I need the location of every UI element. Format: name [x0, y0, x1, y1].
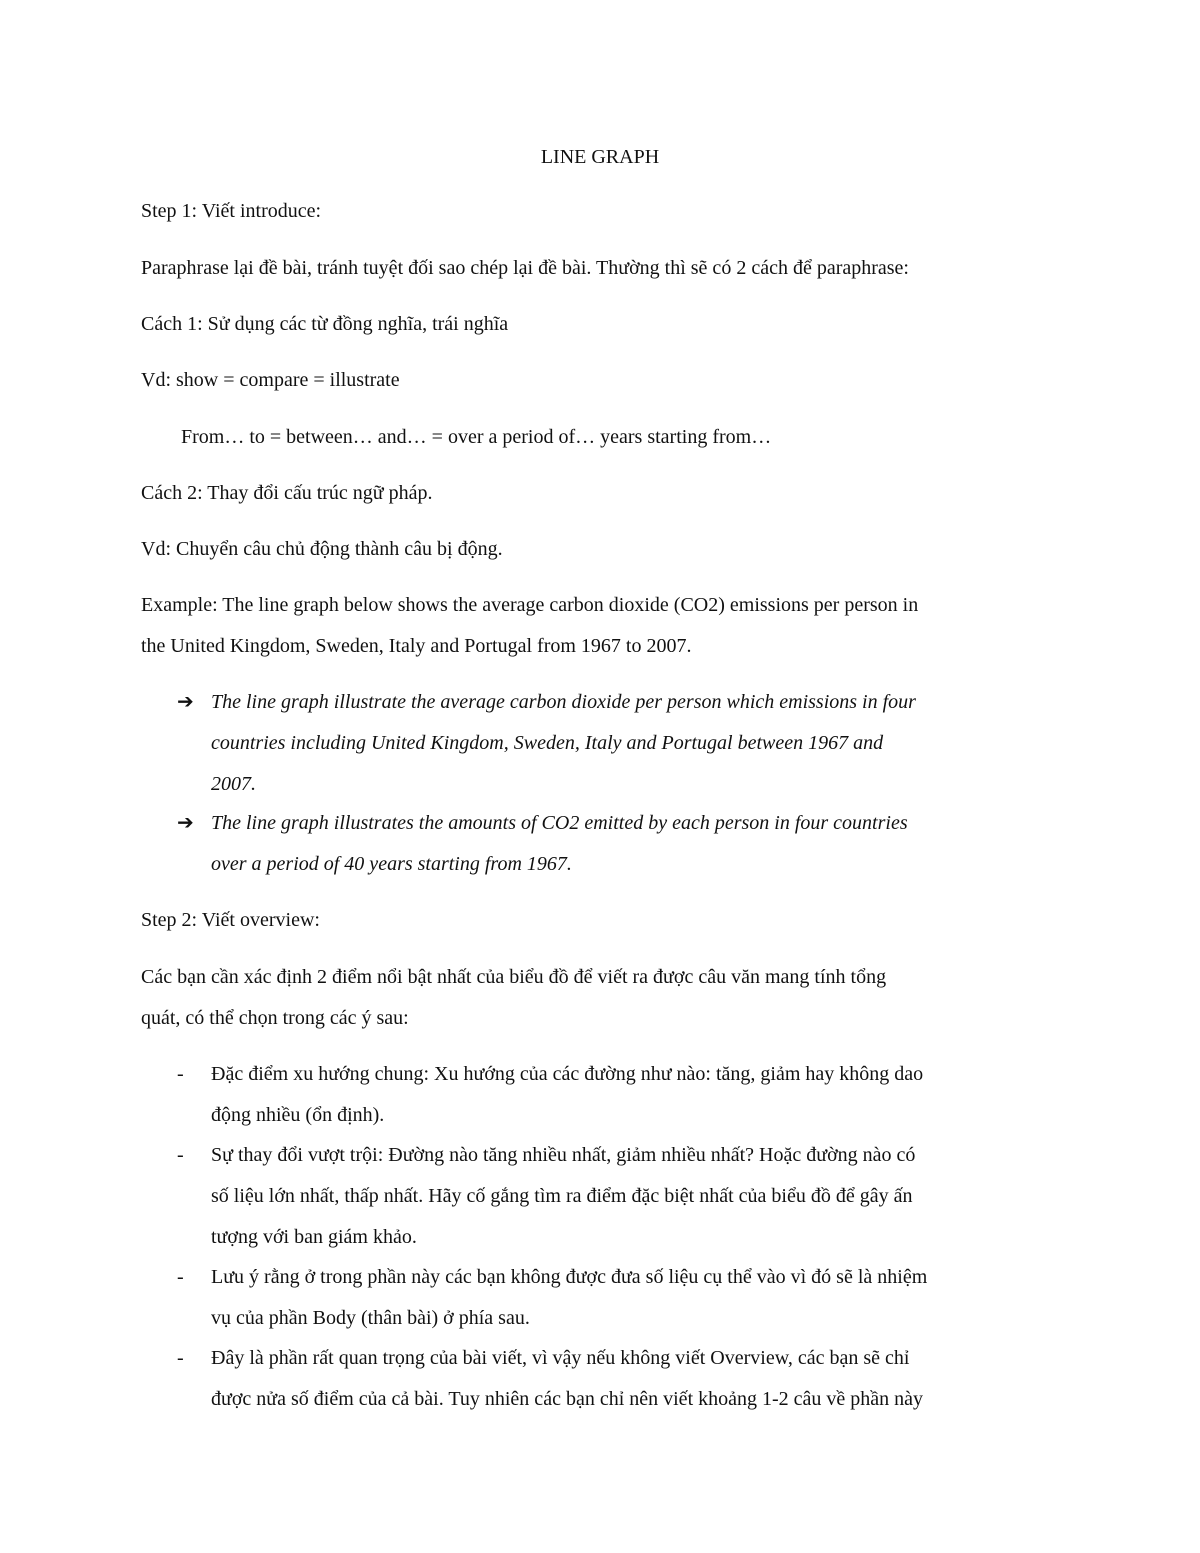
- arrow-icon: ➔: [177, 691, 194, 713]
- list-item-text: Lưu ý rằng ở trong phần này các bạn không được đưa số liệu cụ thể vào vì đó sẽ là nhiệm vụ của phần Body (thân bài) ở phía sau.: [211, 1266, 928, 1329]
- overview-intro-paragraph: Các bạn cần xác định 2 điểm nổi bật nhất của biểu đồ để viết ra được câu văn mang tính tổng quát, có thể chọn trong các ý sau:: [141, 966, 887, 1029]
- step-1-heading: Step 1: Viết introduce:: [141, 200, 322, 222]
- dash-bullet: -: [177, 1144, 184, 1166]
- list-item-text: Sự thay đổi vượt trội: Đường nào tăng nhiều nhất, giảm nhiều nhất? Hoặc đường nào có số liệu lớn nhất, thấp nhất. Hãy cố gắng tìm ra điểm đặc biệt nhất của biểu đồ để gây ấn tượng với ban giám khảo.: [211, 1144, 916, 1248]
- method-1-line: Cách 1: Sử dụng các từ đồng nghĩa, trái nghĩa: [141, 313, 509, 335]
- dash-bullet: -: [177, 1347, 184, 1369]
- example-line: Example: The line graph below shows the average carbon dioxide (CO2) emissions per person in: [141, 594, 919, 616]
- from-to-line: From… to = between… and… = over a period of… years starting from…: [181, 426, 772, 448]
- list-item-text: Đặc điểm xu hướng chung: Xu hướng của các đường như nào: tăng, giảm hay không dao động nhiều (ổn định).: [211, 1063, 924, 1126]
- arrow-item-text: The line graph illustrate the average carbon dioxide per person which emissions in four countries including United Kingdom, Sweden, Italy and Portugal between 1967 and 2007.: [211, 691, 916, 795]
- step-2-heading: Step 2: Viết overview:: [141, 909, 320, 931]
- dash-bullet: -: [177, 1266, 184, 1288]
- paraphrase-paragraph: Paraphrase lại đề bài, tránh tuyệt đối sao chép lại đề bài. Thường thì sẽ có 2 cách để paraphrase:: [141, 257, 909, 279]
- example-1-line: Vd: show = compare = illustrate: [141, 369, 400, 391]
- example-paragraph: [141, 585, 1071, 667]
- arrow-icon: ➔: [177, 812, 194, 834]
- example-2-line: Vd: Chuyển câu chủ động thành câu bị động.: [141, 538, 503, 560]
- list-item-text: Đây là phần rất quan trọng của bài viết, vì vậy nếu không viết Overview, các bạn sẽ chỉ được nửa số điểm của cả bài. Tuy nhiên các bạn chỉ nên viết khoảng 1-2 câu về phần này: [211, 1347, 924, 1410]
- document-title: LINE GRAPH: [540, 146, 660, 168]
- method-2-line: Cách 2: Thay đổi cấu trúc ngữ pháp.: [141, 482, 433, 504]
- example-line: the United Kingdom, Sweden, Italy and Portugal from 1967 to 2007.: [141, 635, 692, 657]
- arrow-item-text: The line graph illustrates the amounts of CO2 emitted by each person in four countries over a period of 40 years starting from 1967.: [211, 812, 908, 875]
- dash-bullet: -: [177, 1063, 184, 1085]
